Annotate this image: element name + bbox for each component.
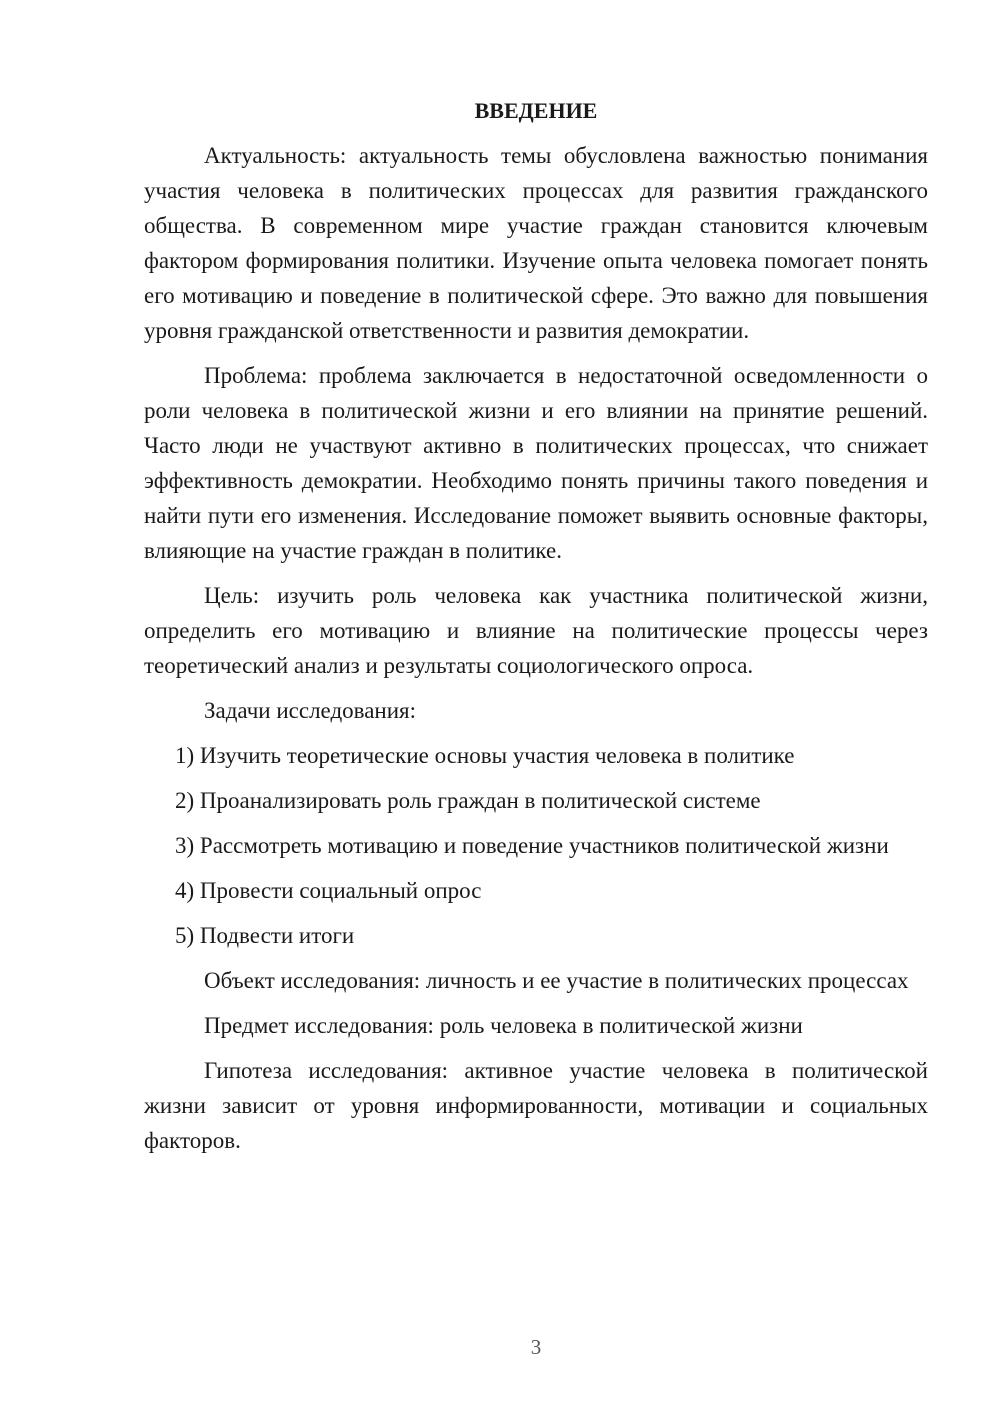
- section-heading: ВВЕДЕНИЕ: [474, 98, 598, 123]
- paragraph-relevance: Актуальность: актуальность темы обусловлена важностью понимания участия человека в политических процессах для развития гражданского общества. В современном мире участие граждан становится ключевым фактором формирования политики. Изучение опыта человека помогает понять его мотивацию и поведение в политической сфере. Это важно для повышения уровня гражданской ответственности и развития демократии.: [144, 143, 928, 343]
- paragraph-problem: Проблема: проблема заключается в недостаточной осведомленности о роли человека в политической жизни и его влиянии на принятие решений. Часто люди не участвуют активно в политических процессах, что снижает эффективность демократии. Необходимо понять причины такого поведения и найти пути его изменения. Исследование поможет выявить основные факторы, влияющие на участие граждан в политике.: [144, 363, 928, 563]
- tasks-title: Задачи исследования:: [204, 698, 417, 723]
- paragraph-goal: Цель: изучить роль человека как участника политической жизни, определить его мотивацию и влияние на политические процессы через теоретический анализ и результаты социологического опроса.: [144, 583, 928, 678]
- task-item: 2) Проанализировать роль граждан в политической системе: [175, 788, 761, 813]
- task-item: 5) Подвести итоги: [175, 923, 355, 948]
- page-number: 3: [530, 1335, 542, 1359]
- paragraph-hypothesis: Гипотеза исследования: активное участие человека в политической жизни зависит от уровня информированности, мотивации и социальных факторов.: [144, 1058, 928, 1153]
- task-item: 3) Рассмотреть мотивацию и поведение участников политической жизни: [175, 833, 889, 858]
- task-item: 1) Изучить теоретические основы участия человека в политике: [175, 743, 795, 768]
- task-item: 4) Провести социальный опрос: [175, 878, 482, 903]
- page-content: [144, 93, 928, 1168]
- paragraph-object: Объект исследования: личность и ее участие в политических процессах: [204, 968, 909, 993]
- paragraph-subject: Предмет исследования: роль человека в политической жизни: [204, 1013, 803, 1038]
